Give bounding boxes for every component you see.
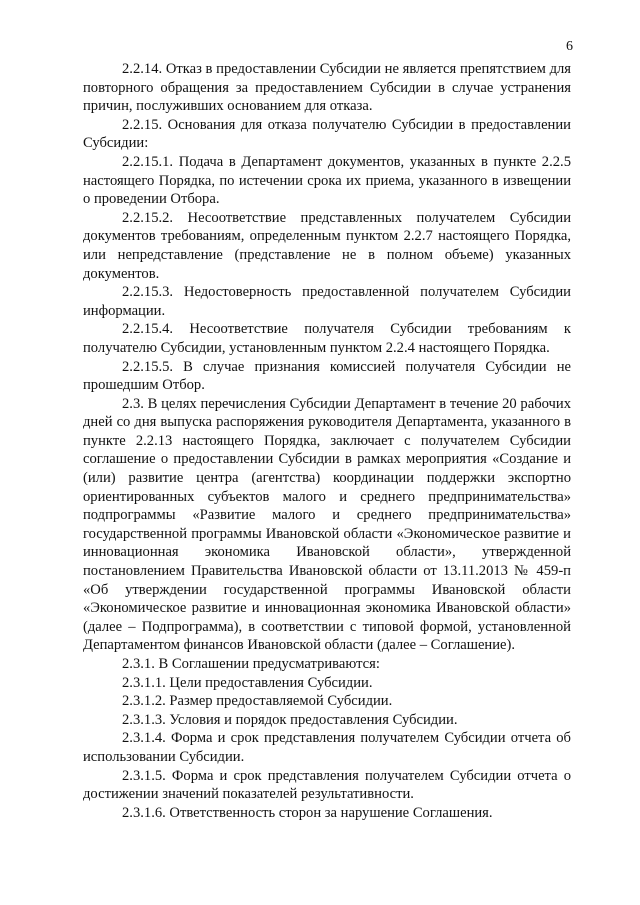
paragraph-2-3-1-2: 2.3.1.2. Размер предоставляемой Субсидии. [122, 693, 393, 710]
paragraph-2-3-1: 2.3.1. В Соглашении предусматриваются: [122, 656, 380, 672]
paragraph-2-3-1-3: 2.3.1.3. Условия и порядок предоставления Субсидии. [122, 711, 458, 728]
paragraph-2-2-14: 2.2.14. Отказ в предоставлении Субсидии не является препятствием для повторного обращения за предоставлением Субсидии в случае устранения причин, послуживших основанием для отказа. [83, 61, 571, 115]
paragraph-2-3: 2.3. В целях перечисления Субсидии Департамент в течение 20 рабочих дней со дня выпуска распоряжения руководителя Департамента, указанного в пункте 2.2.13 настоящего Порядка, заключает с получателем Субсидии соглашение о предоставлении Субсидии в рамках мероприятия «Создание и (или) развитие центра (агентства) координации поддержки экспортно ориентированных субъектов малого и среднего предпринимательства» подпрограммы «Развитие малого и среднего предпринимательства» государственной программы Ивановской области «Экономическое развитие и инновационная экономика Ивановской области», утвержденной постановлением Правительства Ивановской области от 13.11.2013 № 459-п «Об утверждении государственной программы Ивановской области «Экономическое развитие и инновационная экономика Ивановской области» (далее – Подпрограмма), в соответствии с типовой формой, установленной Департаментом финансов Ивановской области (далее – Соглашение). [83, 395, 571, 654]
paragraph-2-2-15-1: 2.2.15.1. Подача в Департамент документов, указанных в пункте 2.2.5 настоящего Порядка, по истечении срока их приема, указанного в извещении о проведении Отбора. [83, 153, 571, 208]
document-body [83, 60, 571, 822]
paragraph-2-2-15: 2.2.15. Основания для отказа получателю Субсидии в предоставлении Субсидии: [83, 116, 571, 152]
paragraph-2-3-1-4: 2.3.1.4. Форма и срок представления получателем Субсидии отчета об использовании Субсидии. [83, 730, 571, 765]
paragraph-2-3-1-6: 2.3.1.6. Ответственность сторон за нарушение Соглашения. [122, 804, 493, 821]
paragraph-2-3-1-1: 2.3.1.1. Цели предоставления Субсидии. [122, 674, 373, 691]
paragraph-2-2-15-3: 2.2.15.3. Недостоверность предоставленной получателем Субсидии информации. [83, 284, 571, 319]
paragraph-2-2-15-2: 2.2.15.2. Несоответствие представленных получателем Субсидии документов требованиям, определенным пунктом 2.2.7 настоящего Порядка, или непредставление (представление не в полном объеме) указанных документов. [83, 209, 571, 282]
paragraph-2-3-1-5: 2.3.1.5. Форма и срок представления получателем Субсидии отчета о достижении значений показателей результативности. [83, 767, 571, 803]
paragraph-2-2-15-4: 2.2.15.4. Несоответствие получателя Субсидии требованиям к получателю Субсидии, установленным пунктом 2.2.4 настоящего Порядка. [83, 321, 571, 356]
page-number: 6 [566, 39, 573, 54]
paragraph-2-2-15-5: 2.2.15.5. В случае признания комиссией получателя Субсидии не прошедшим Отбор. [83, 358, 571, 394]
